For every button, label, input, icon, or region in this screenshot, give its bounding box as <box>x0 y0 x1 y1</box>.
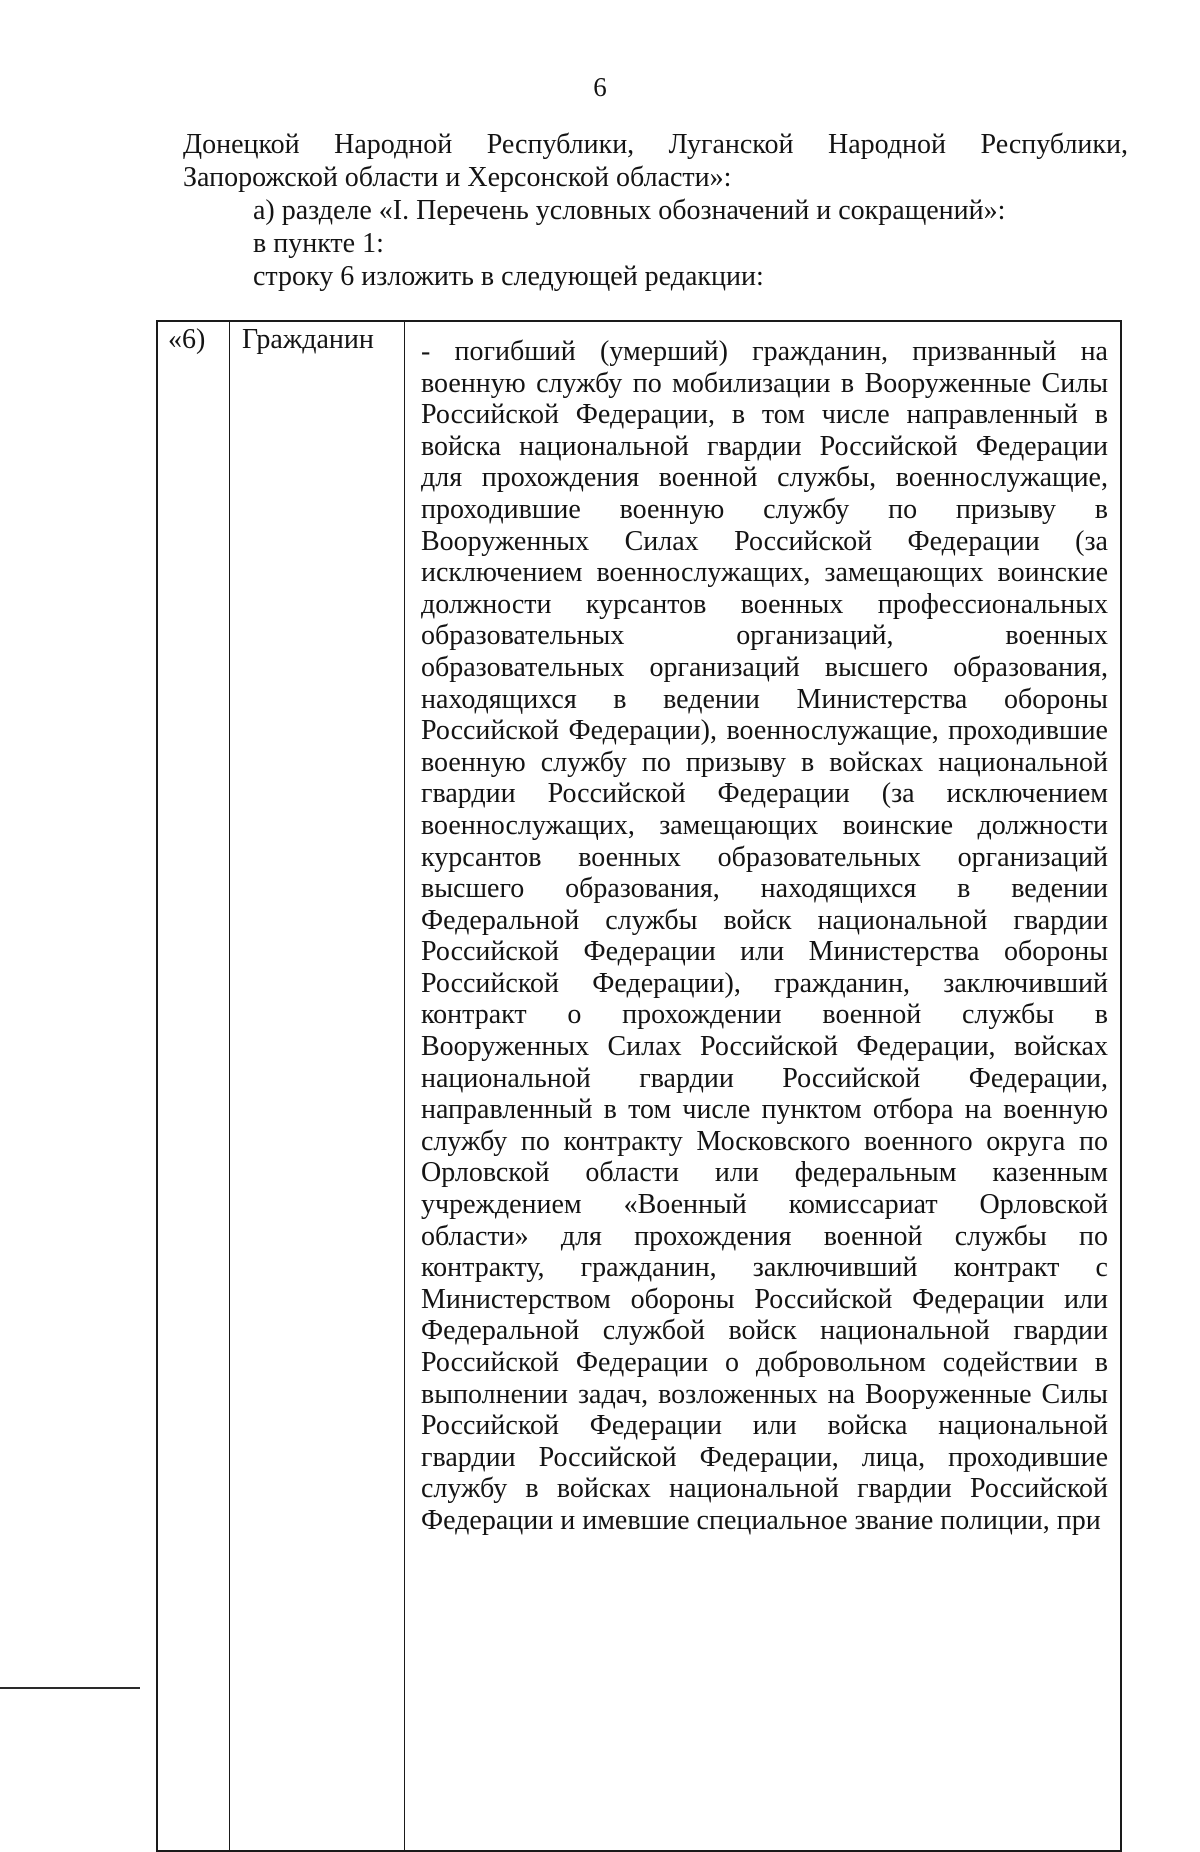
intro-line-4: в пункте 1: <box>253 228 384 259</box>
definition-cell: - погибший (умерший) гражданин, призванный на военную службу по мобилизации в Вооруженные Силы Российской Федерации, в том числе направленный в войска национальной гвардии Российской Федерации для прохождения военной службы, военнослужащие, проходившие военную службу по призыву в Вооруженных Силах Российской Федерации (за исключением военнослужащих, замещающих воинские должности курсантов военных профессиональных образовательных организаций, военных образовательных организаций высшего образования, находящихся в ведении Министерства обороны Российской Федерации), военнослужащие, проходившие военную службу по призыву в войсках национальной гвардии Российской Федерации (за исключением военнослужащих, замещающих воинские должности курсантов военных образовательных организаций высшего образования, находящихся в ведении Федеральной службы войск национальной гвардии Российской Федерации или Министерства обороны Российской Федерации), гражданин, заключивший контракт о прохождении военной службы в Вооруженных Силах Российской Федерации, войсках национальной гвардии Российской Федерации, направленный в том числе пунктом отбора на военную службу по контракту Московского военного округа по Орловской области или федеральным казенным учреждением «Военный комиссариат Орловской области» для прохождения военной службы по контракту, гражданин, заключивший контракт с Министерством обороны Российской Федерации или Федеральной службой войск национальной гвардии Российской Федерации о добровольном содействии в выполнении задач, возложенных на Вооруженные Силы Российской Федерации или войска национальной гвардии Российской Федерации, лица, проходившие службу в войсках национальной гвардии Российской Федерации и имевшие специальное звание полиции, при <box>421 336 1108 1536</box>
intro-line-1: Донецкой Народной Республики, Луганской Народной Республики, <box>183 129 1128 160</box>
intro-paragraph <box>183 128 1128 293</box>
intro-line-3: а) разделе «I. Перечень условных обозначений и сокращений»: <box>253 195 1006 226</box>
page-number: 6 <box>593 72 607 102</box>
term-cell: Гражданин <box>230 322 405 1850</box>
scan-edge-mark <box>0 1687 140 1689</box>
row-number-cell: «6) <box>158 322 230 1850</box>
intro-line-2: Запорожской области и Херсонской области»: <box>183 162 732 193</box>
definitions-table <box>156 320 1122 1852</box>
intro-line-5: строку 6 изложить в следующей редакции: <box>253 261 764 292</box>
